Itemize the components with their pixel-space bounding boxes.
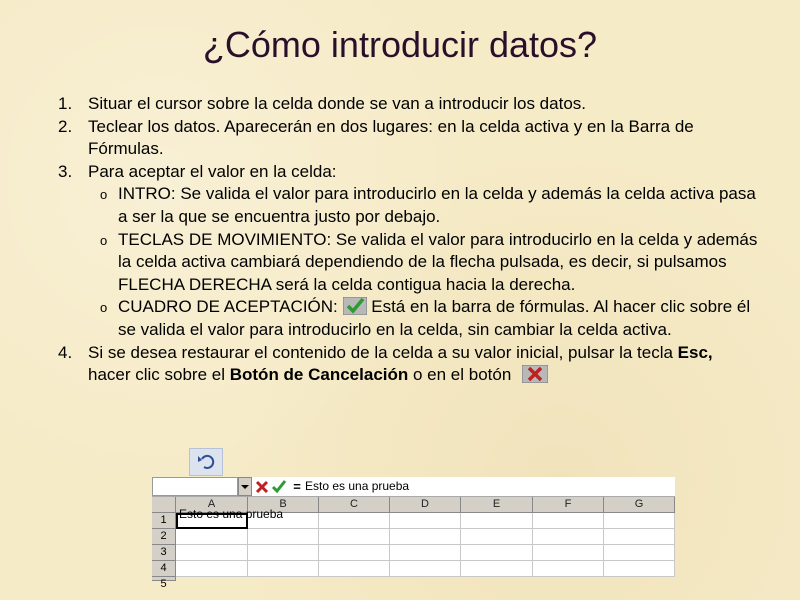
name-box[interactable] [152,477,238,496]
name-box-dropdown[interactable] [238,477,252,496]
column-header[interactable]: E [461,497,533,513]
cell[interactable] [390,529,461,545]
item-number: 3. [58,161,73,181]
column-header[interactable]: G [604,497,675,513]
column-header[interactable]: C [319,497,390,513]
item-text: Si se desea restaurar el contenido de la celda a su valor inicial, pulsar la tecla [88,342,678,362]
column-header[interactable]: A [176,497,248,513]
cell[interactable] [533,545,604,561]
cell[interactable] [319,513,390,529]
cell[interactable] [461,529,533,545]
sub-list-item [58,229,758,297]
cell-a1-value: Esto es una prueba [179,507,284,521]
item-text: Teclear los datos. Aparecerán en dos lugares: en la celda activa y en la Barra de Fórmulas. [88,116,694,159]
cell[interactable] [533,561,604,577]
cell[interactable] [461,561,533,577]
formula-bar [152,477,675,497]
instructions-list [58,93,758,387]
x-icon [522,365,546,383]
cell[interactable] [533,513,604,529]
cell[interactable] [176,529,248,545]
sub-list-item [58,296,758,341]
cell[interactable] [319,545,390,561]
accept-entry-button[interactable] [271,478,287,495]
select-all-corner[interactable] [152,497,176,513]
sub-item-text: Está en la barra de fórmulas. Al hacer clic sobre él se valida el valor para introducirlo en la celda, sin cambiar la celda activa. [118,297,751,339]
list-item [58,342,758,387]
row-header[interactable]: 5 [152,577,176,581]
spreadsheet-screenshot [152,447,675,590]
item-number: 4. [58,342,73,362]
sub-item-text: CUADRO DE ACEPTACIÓN: [118,297,338,317]
list-item [58,116,758,161]
cancel-button-label: Botón de Cancelación [229,365,409,385]
cell[interactable] [390,561,461,577]
list-item [58,161,758,184]
insert-function-button[interactable]: = [293,479,301,494]
undo-button[interactable] [189,448,223,476]
cell[interactable] [248,561,319,577]
bullet: o [100,187,108,203]
column-header[interactable]: B [248,497,319,513]
cell[interactable] [390,513,461,529]
item-number: 2. [58,116,73,136]
cell[interactable] [390,545,461,561]
cell[interactable] [248,529,319,545]
row-header[interactable]: 4 [152,561,176,577]
page-title: ¿Cómo introducir datos? [202,24,598,65]
cell[interactable] [461,545,533,561]
esc-key-label: Esc, [677,342,713,362]
cell[interactable] [176,561,248,577]
cell[interactable] [319,529,390,545]
sub-item-text: INTRO: Se valida el valor para introducirlo en la celda y además la celda activa pasa a ser la que se encuentra justo por debajo. [118,184,756,226]
checkmark-icon [343,297,367,315]
cell[interactable] [604,545,675,561]
formula-input[interactable]: Esto es una prueba [305,479,410,493]
cell[interactable] [604,529,675,545]
cell[interactable] [461,513,533,529]
row-header[interactable]: 2 [152,529,176,545]
cell[interactable] [604,561,675,577]
item-text: hacer clic sobre el [88,365,230,385]
cell[interactable] [176,545,248,561]
item-text: Situar el cursor sobre la celda donde se van a introducir los datos. [88,94,586,113]
row-header[interactable]: 1 [152,513,176,529]
cell[interactable] [533,529,604,545]
item-text: o en el botón [408,365,512,385]
sub-list-item [58,183,758,228]
cancel-entry-button[interactable] [254,478,270,495]
cell[interactable] [248,545,319,561]
sub-item-text: TECLAS DE MOVIMIENTO: Se valida el valor para introducirlo en la celda y además la celda activa cambiará dependiendo de la flecha pulsada, es decir, si pulsamos FLECHA DERECHA será la celda contigua hacia la derecha. [118,229,758,294]
cell[interactable] [604,513,675,529]
column-header[interactable]: F [533,497,604,513]
column-header[interactable]: D [390,497,461,513]
bullet: o [100,300,108,316]
row-header[interactable]: 3 [152,545,176,561]
cell[interactable] [319,561,390,577]
bullet: o [100,232,108,248]
list-item [58,93,758,116]
item-number: 1. [58,94,73,113]
item-text: Para aceptar el valor en la celda: [88,161,337,181]
